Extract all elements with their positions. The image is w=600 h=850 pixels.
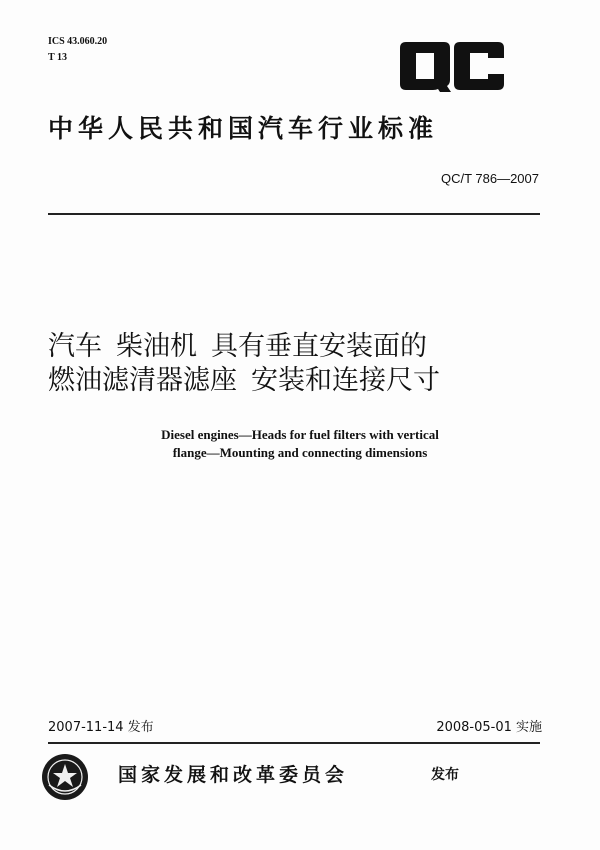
chinese-title-line-1 <box>48 330 558 364</box>
chinese-title-part: 汽车 <box>48 331 102 362</box>
standard-organization-title: 中华人民共和国汽车行业标准 <box>48 114 439 143</box>
ics-code: ICS 43.060.20 <box>48 36 108 47</box>
bottom-divider <box>48 742 540 744</box>
english-title-line-1: Diesel engines—Heads for fuel filters with vertical <box>161 427 439 442</box>
standard-number: QC/T 786—2007 <box>440 171 539 186</box>
english-title <box>60 426 540 462</box>
implementation-date: 2008-05-01 实施 <box>436 720 542 735</box>
chinese-title-part: 柴油机 <box>116 331 197 362</box>
issuing-authority: 国家发展和改革委员会 <box>118 764 349 786</box>
classification-block <box>48 34 107 66</box>
top-divider <box>48 213 540 215</box>
chinese-title-part: 具有垂直安装面的 <box>211 331 427 362</box>
ccs-code: T 13 <box>48 52 67 63</box>
issue-label: 发布 <box>431 767 459 783</box>
chinese-title-part: 安装和连接尺寸 <box>251 365 440 396</box>
issue-date: 2007-11-14 发布 <box>48 720 154 735</box>
chinese-title-part: 燃油滤清器滤座 <box>48 365 237 396</box>
qc-logo <box>400 40 504 94</box>
chinese-title-line-2 <box>48 364 558 398</box>
state-emblem-icon <box>40 752 90 802</box>
chinese-title <box>48 330 558 398</box>
english-title-line-2: flange—Mounting and connecting dimensions <box>172 445 428 460</box>
